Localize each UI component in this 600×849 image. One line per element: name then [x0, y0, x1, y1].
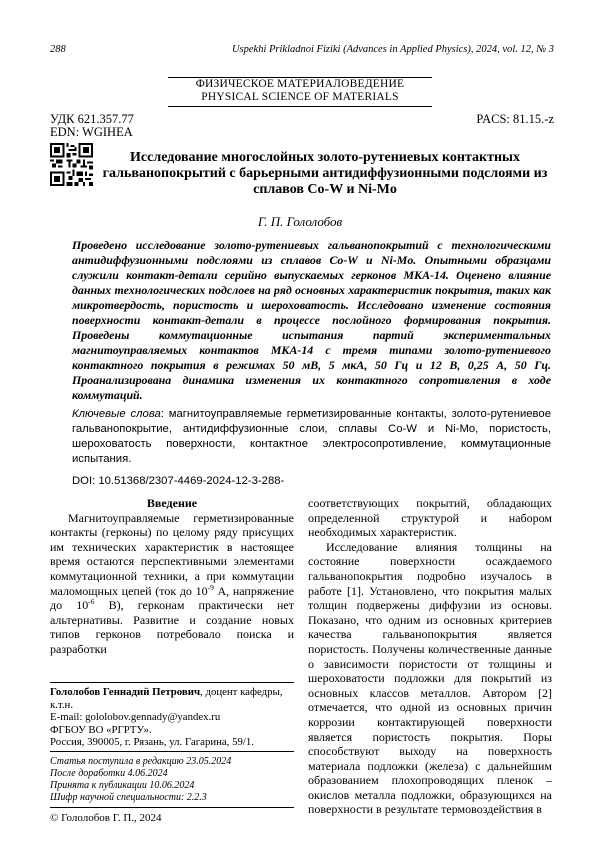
right-column	[308, 496, 552, 817]
udc-code: УДК 621.357.77	[50, 112, 134, 126]
affiliation-name: Гололобов Геннадий Петрович	[50, 686, 201, 698]
keywords	[72, 407, 551, 467]
article-author: Г. П. Гололобов	[257, 214, 343, 229]
section-title-ru: ФИЗИЧЕСКОЕ МАТЕРИАЛОВЕДЕНИЕ	[195, 78, 405, 90]
history-rule	[50, 751, 294, 752]
affiliation-address: Россия, 390005, г. Рязань, ул. Гагарина, 59/1.	[50, 736, 254, 749]
section-title-en: PHYSICAL SCIENCE OF MATERIALS	[201, 91, 399, 103]
abstract: Проведено исследование золото-рутениевых гальванопокрытий с технологическими антидиффузионными подслоями из сплавов Co-W и Ni-Mo. Опытными образцами служили контакт-детали серийно выпускаемых герконов МКА-14. Оценено влияние данных технологических подслоев на ряд основных характеристик покрытия, таких как микротвердость, пористость и шероховатость. Исследовано изменение состояния поверхности контакт-детали в процессе послойного формирования покрытия. Проведены коммутационные испытания партий экспериментальных магнитоуправляемых контактов МКА-14 с тремя типами золото-рутениевого контактного покрытия в режимах 50 мВ, 5 мкА, 50 Гц и 12 В, 0,25 А, 50 Гц. Проанализирована динамика изменения их контактного сопротивления в ходе коммутаций.	[72, 238, 551, 402]
history-code: Шифр научной специальности: 2.2.3	[50, 792, 207, 803]
doi-link[interactable]: DOI: 10.51368/2307-4469-2024-12-3-288-	[72, 475, 285, 487]
intro-paragraph-1-continued: соответствующих покрытий, обладающих определенной структурой и набором необходимых характеристик.	[308, 496, 552, 540]
history-accepted: Принята к публикации 10.06.2024	[50, 780, 195, 791]
intro-paragraph-1: Магнитоуправляемые герметизированные контакты (герконы) по целому ряду присущих им технических характеристик в настоящее время остаются перспективными элементами коммутационной техники, а при коммутации маломощных цепей (ток до $10^{-9}$ А, напряжение до $10^{-6}$ В), герконам практически нет альтернативы. Развитие и создание новых типов герконов потребовало поиска и разработки	[50, 510, 295, 656]
journal-running-header: Uspekhi Prikladnoi Fiziki (Advances in Applied Physics), 2024, vol. 12, № 3	[231, 44, 554, 55]
intro-heading: Введение	[146, 496, 198, 510]
history-revised: После доработки 4.06.2024	[50, 768, 168, 779]
keywords-label: Ключевые слова	[72, 408, 161, 420]
affiliation-position: , доцент кафедры,	[200, 686, 283, 698]
edn-code: EDN: WGIHEA	[50, 125, 133, 139]
article-history	[50, 756, 294, 804]
copyright: © Гололобов Г. П., 2024	[50, 812, 162, 824]
qr-code-icon	[50, 143, 93, 186]
copyright-rule	[50, 807, 294, 808]
pacs-code: PACS: 81.15.-z	[476, 112, 554, 126]
affiliation-degree: к.т.н.	[50, 698, 74, 711]
left-column	[50, 496, 294, 657]
history-received: Статья поступила в редакцию 23.05.2024	[50, 756, 232, 767]
section-rule-bottom	[168, 106, 432, 107]
page-number: 288	[50, 44, 66, 55]
article-title: Исследование многослойных золото-рутениевых контактных гальванопокрытий с барьерными антидиффузионными подслоями из сплавов Co-W и Ni-Mo	[102, 150, 548, 197]
affiliation-email[interactable]: E-mail: gololobov.gennady@yandex.ru	[50, 711, 221, 724]
affiliation-rule	[50, 682, 294, 683]
affiliation-org: ФГБОУ ВО «РГРТУ».	[50, 723, 152, 736]
author-affiliation	[50, 686, 294, 749]
intro-paragraph-2: Исследование влияния толщины на состояние поверхности осаждаемого гальванопокрытия подробно изучалось в работе [1]. Установлено, что покрытия малых толщин подвержены диффузии из основы. Показано, что одним из основных критериев качества гальванопокрытия является пористость. Получены количественные данные о зависимости пористости от толщины и шероховатости подложки для покрытий из основных классов металлов. Автором [2] отмечается, что одной из основных причин коррозии контактирующей поверхности является пористость покрытия. Поры способствуют выходу на поверхность материала подложки (железа) с дальнейшим образованием плохопроводящих пленок – окислов металла подложки, образующихся на поверхности в результате термовоздействия в	[308, 539, 552, 817]
keywords-text: : магнитоуправляемые герметизированные контакты, золото-рутениевое гальванопокрытие, антидиффузионные слои, сплавы Co-W и Ni-Mo, пористость, шероховатость поверхности, контактное электросопротивление, коммутационные испытания.	[72, 408, 551, 465]
